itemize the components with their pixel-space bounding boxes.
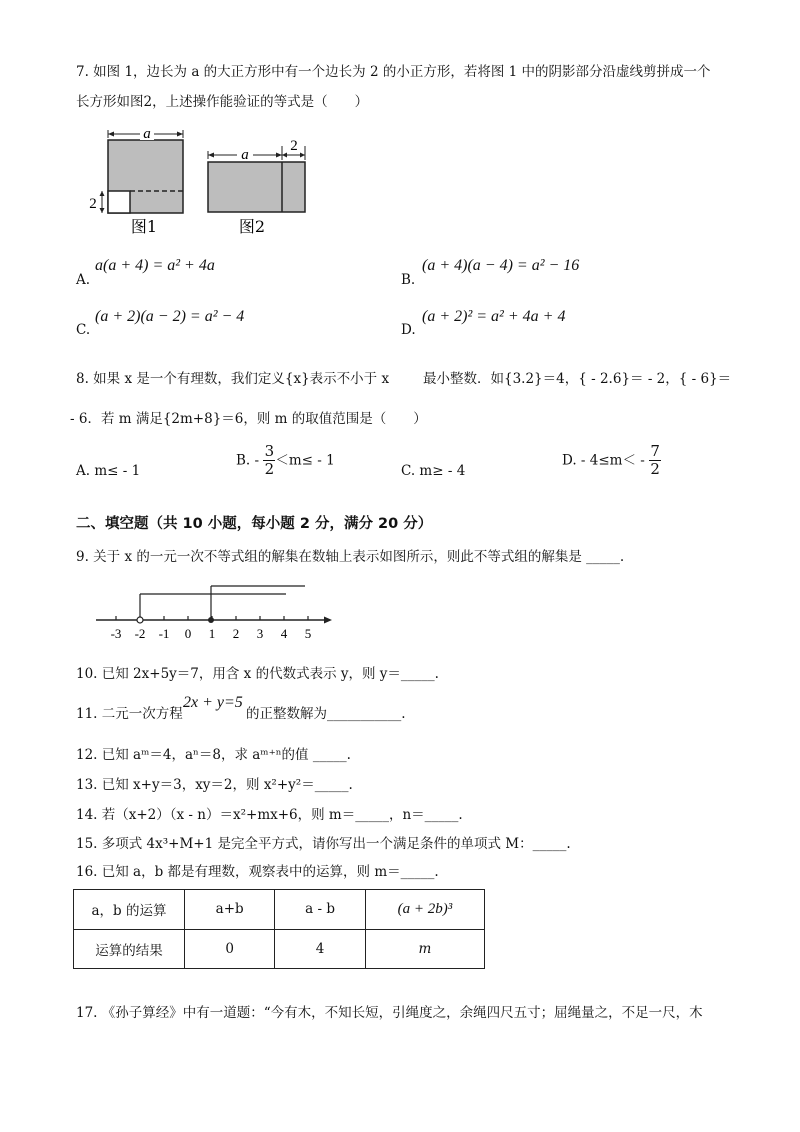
fig1-label-2: 2 — [89, 196, 97, 212]
number-line-tick-label: -2 — [134, 626, 146, 641]
q7-option-b-expr: (a + 4)(a − 4) = a² − 16 — [422, 257, 580, 274]
q11-prefix: 11. 二元一次方程 — [76, 706, 183, 722]
q7-figures — [86, 124, 326, 240]
q9-text: 9. 关于 x 的一元一次不等式组的解集在数轴上表示如图所示，则此不等式组的解集是 _____. — [76, 549, 625, 565]
fig2-caption: 图2 — [238, 217, 266, 236]
q13-text: 13. 已知 x+y＝3，xy＝2，则 x²+y²＝_____. — [76, 777, 353, 793]
fig1-caption: 图1 — [130, 217, 158, 236]
q16-text: 16. 已知 a，b 都是有理数，观察表中的运算，则 m＝_____. — [76, 864, 439, 880]
q8-line2: - 6．若 m 满足{2m+8}＝6，则 m 的取值范围是（ ） — [70, 411, 427, 427]
fig2-label-a: a — [241, 147, 249, 163]
q7-option-a-letter: A. — [76, 272, 91, 288]
q8-option-d-prefix: D. - 4≤m＜ - — [562, 452, 650, 469]
q8-option-b-fraction — [263, 443, 275, 478]
number-line-tick-label: -3 — [110, 626, 122, 641]
q8-line1-b: 最小整数．如{3.2}＝4，{ - 2.6}＝ - 2，{ - 6}＝ — [423, 371, 732, 387]
table-cell: (a + 2b)³ — [365, 890, 484, 930]
section-2-title: 二、填空题（共 10 小题，每小题 2 分，满分 20 分） — [76, 516, 433, 532]
number-line-tick-label: -1 — [158, 626, 170, 641]
q7-line2: 长方形如图2，上述操作能验证的等式是（ ） — [76, 94, 369, 110]
number-line-tick-label: 0 — [184, 626, 192, 641]
table-cell: 4 — [275, 929, 365, 969]
table-cell: a+b — [184, 890, 274, 930]
q7-option-b-letter: B. — [401, 272, 416, 288]
q8-option-b — [236, 443, 335, 478]
q7-option-a-expr: a(a + 4) = a² + 4a — [95, 257, 215, 274]
q10-text: 10. 已知 2x+5y＝7，用含 x 的代数式表示 y，则 y＝_____. — [76, 666, 439, 682]
q8-option-b-prefix: B. - — [236, 452, 264, 469]
fig2-label-2: 2 — [290, 138, 298, 154]
table-cell: a，b 的运算 — [74, 890, 185, 930]
fraction-numerator: 7 — [650, 442, 660, 460]
q8-option-a: A. m≤ - 1 — [76, 463, 141, 479]
figure-1 — [89, 126, 183, 236]
number-line-tick-label: 1 — [208, 626, 216, 641]
table-cell: m — [365, 929, 484, 969]
fraction-denominator: 2 — [264, 460, 275, 478]
table-cell: a - b — [275, 890, 365, 930]
q7-option-c-expr: (a + 2)(a − 2) = a² − 4 — [95, 308, 245, 325]
q11-equation: 2x + y=5 — [183, 694, 243, 711]
table-row — [74, 890, 485, 930]
fig1-label-a: a — [143, 126, 151, 142]
q7-option-d-expr: (a + 2)² = a² + 4a + 4 — [422, 308, 566, 325]
q8-option-d-fraction — [649, 443, 661, 478]
q12-text: 12. 已知 aᵐ＝4，aⁿ＝8，求 aᵐ⁺ⁿ的值 _____. — [76, 747, 351, 763]
q7-option-d-letter: D. — [401, 322, 416, 338]
figure-2 — [208, 138, 305, 236]
q8-option-b-suffix: ＜m≤ - 1 — [275, 452, 335, 469]
q17-text: 17. 《孙子算经》中有一道题：“今有木，不知长短，引绳度之，余绳四尺五寸；屈绳量之，不足一尺，木 — [76, 1005, 703, 1021]
open-point-minus-2 — [137, 617, 143, 623]
q15-text: 15. 多项式 4x³+M+1 是完全平方式，请你写出一个满足条件的单项式 M：_____. — [76, 836, 571, 852]
q14-text: 14. 若（x+2）（x - n）＝x²+mx+6，则 m＝_____，n＝_____. — [76, 807, 463, 823]
number-line-tick-label: 5 — [304, 626, 312, 641]
fraction-numerator: 3 — [264, 442, 275, 460]
table-cell: 0 — [184, 929, 274, 969]
q9-number-line — [90, 582, 340, 644]
q16-operations-table — [73, 889, 485, 969]
table-cell: 运算的结果 — [74, 929, 185, 969]
number-line-tick-label: 3 — [256, 626, 264, 641]
q7-option-c-letter: C. — [76, 322, 91, 338]
q7-line1: 7. 如图 1，边长为 a 的大正方形中有一个边长为 2 的小正方形，若将图 1 中的阴影部分沿虚线剪拼成一个 — [76, 64, 711, 80]
q8-line1-a: 8. 如果 x 是一个有理数，我们定义{x}表示不小于 x — [76, 371, 390, 387]
q8-option-d — [562, 443, 661, 478]
closed-point-1 — [208, 617, 214, 623]
q11-suffix: 的正整数解为___________. — [246, 706, 406, 722]
number-line-tick-label: 4 — [280, 626, 288, 641]
table-row — [74, 929, 485, 969]
number-line-tick-label: 2 — [232, 626, 240, 641]
q8-option-c: C. m≥ - 4 — [401, 463, 466, 479]
fraction-denominator: 2 — [650, 460, 660, 478]
